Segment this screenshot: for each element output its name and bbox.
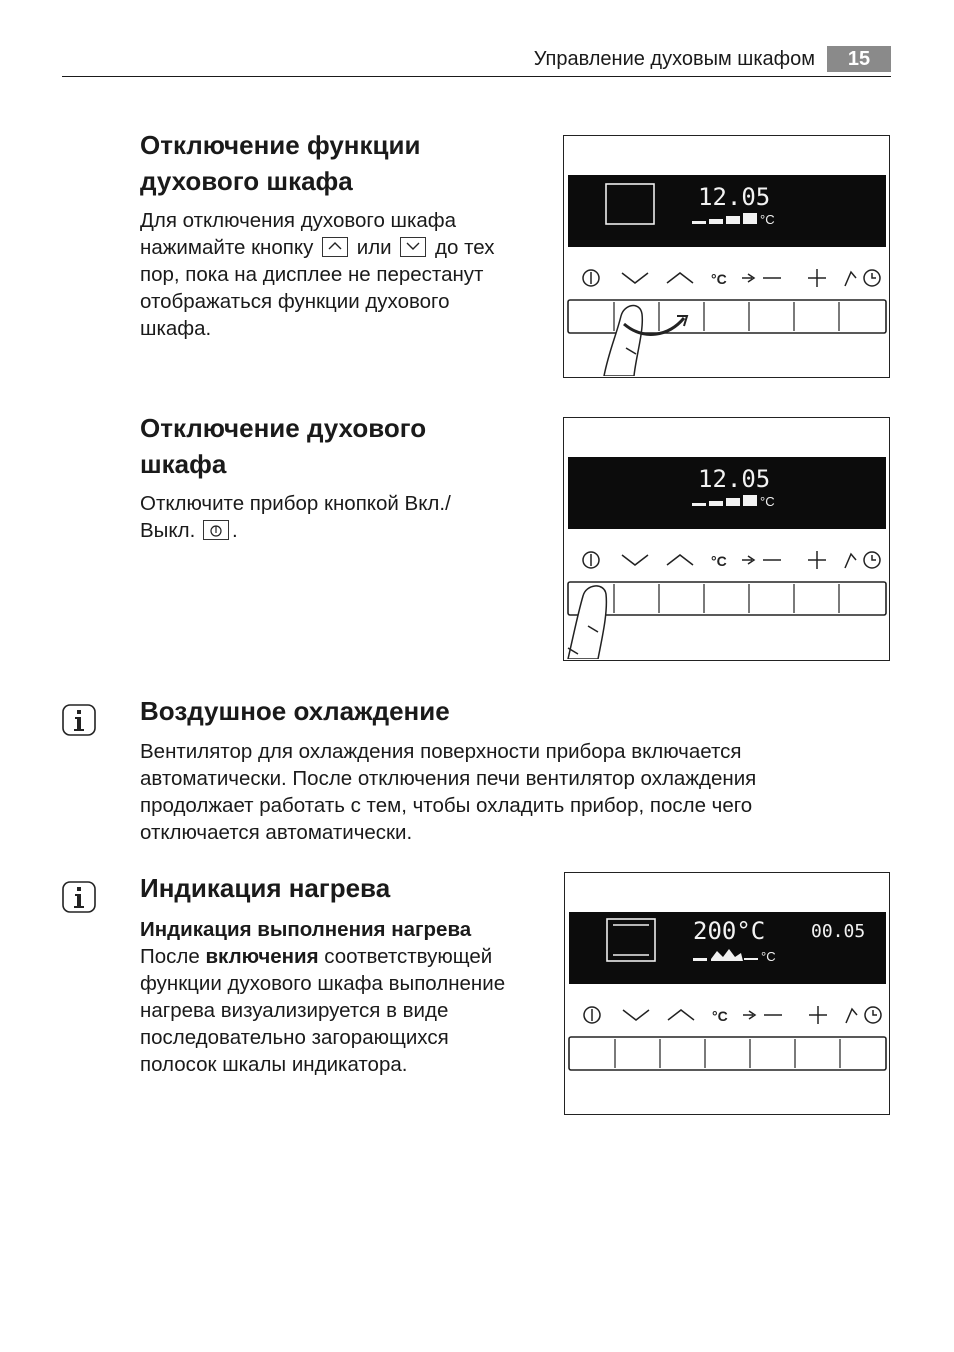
section4-text: Индикация выполнения нагрева После включения соответствующей функции духового шкафа выполнение нагрева визуализируется в виде последовательно загорающихся полосок шкалы индикатора.	[140, 918, 506, 1076]
power-key-icon	[203, 520, 229, 540]
display-unit: °C	[760, 494, 775, 509]
chevron-up-icon	[667, 273, 693, 283]
section3-text: Вентилятор для охлаждения поверхности прибора включается автоматически. После отключения печи вентилятор охлаждения продолжает работать с тем, чтобы охладить прибор, после чего отключается автоматически.	[140, 740, 757, 844]
section4-subtitle: Индикация выполнения нагрева	[140, 918, 472, 941]
button-strip	[569, 1037, 886, 1070]
clock-function-arrow-icon	[845, 272, 856, 286]
chevron-down-icon	[623, 1010, 649, 1020]
section3-title: Воздушное охлаждение	[140, 696, 450, 726]
section1-text: Для отключения духового шкафа нажимайте кнопку или до тех пор, пока на дисплее не перестанут отображаться функции духового шкафа.	[140, 209, 495, 340]
control-panel-3	[564, 872, 890, 1115]
display-time: 00.05	[811, 921, 866, 942]
section2-text: Отключите прибор кнопкой Вкл./ Выкл. .	[140, 492, 451, 542]
section4-title: Индикация нагрева	[140, 873, 391, 903]
display-unit: °C	[761, 949, 776, 964]
page-header	[62, 44, 891, 77]
chevron-down-icon	[622, 555, 648, 565]
display-time: 12.05	[698, 183, 771, 211]
display-unit: °C	[760, 212, 775, 227]
fast-heat-icon	[742, 556, 754, 564]
info-icon	[62, 881, 96, 911]
fast-heat-icon	[743, 1011, 755, 1019]
section2-title: Отключение духового шкафа	[140, 413, 427, 479]
control-panel-2	[563, 417, 890, 661]
control-panel-1	[563, 135, 890, 378]
display-time: 12.05	[698, 465, 771, 493]
chevron-down-icon	[622, 273, 648, 283]
chevron-up-icon	[667, 555, 693, 565]
info-icon	[62, 704, 96, 734]
fast-heat-icon-label: °C	[711, 271, 727, 287]
button-icon-row	[583, 269, 880, 287]
chevron-up-icon	[668, 1010, 694, 1020]
button-icon-row	[584, 1006, 881, 1024]
button-strip	[568, 582, 886, 615]
chevron-up-key-icon	[322, 237, 348, 257]
svg-text:°C: °C	[712, 1008, 728, 1024]
section1-title: Отключение функции духового шкафа	[140, 130, 421, 196]
display-temp: 200°C	[693, 917, 766, 945]
chevron-down-key-icon	[400, 237, 426, 257]
svg-text:°C: °C	[711, 553, 727, 569]
button-icon-row	[583, 551, 880, 569]
button-strip	[568, 300, 886, 333]
page-number: 15	[827, 46, 891, 72]
header-title: Управление духовым шкафом	[533, 48, 815, 70]
fast-heat-icon	[742, 274, 754, 282]
